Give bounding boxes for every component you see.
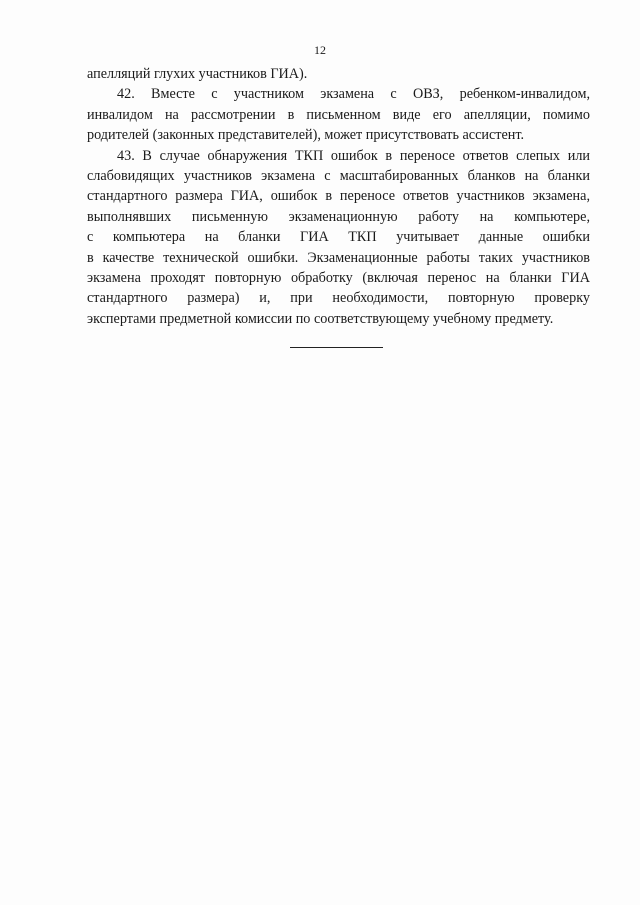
paragraph-43-line: экспертами предметной комиссии по соответствующему учебному предмету. <box>87 310 554 327</box>
paragraph-43-line: стандартного размера ГИА, ошибок в переносе ответов участников экзамена, <box>87 188 590 205</box>
paragraph-43-line: слабовидящих участников экзамена с масштабированных бланков на бланки <box>87 167 590 184</box>
paragraph-42-line: 42. Вместе с участником экзамена с ОВЗ, ребенком-инвалидом, <box>117 86 590 103</box>
paragraph-43-line: с компьютера на бланки ГИА ТКП учитывает данные ошибки <box>87 229 590 246</box>
paragraph-42-line: родителей (законных представителей), может присутствовать ассистент. <box>87 127 525 144</box>
paragraph-42-line: инвалидом на рассмотрении в письменном виде его апелляции, помимо <box>87 106 590 123</box>
paragraph-43-line: 43. В случае обнаружения ТКП ошибок в переносе ответов слепых или <box>117 147 590 164</box>
paragraph-43-line: стандартного размера) и, при необходимости, повторную проверку <box>87 290 590 307</box>
page-number: 12 <box>314 43 326 57</box>
text-line: апелляций глухих участников ГИА). <box>87 66 308 82</box>
paragraph-43-line: выполнявших письменную экзаменационную работу на компьютере, <box>87 208 590 225</box>
paragraph-43-line: экзамена проходят повторную обработку (включая перенос на бланки ГИА <box>87 269 590 286</box>
end-divider <box>290 347 383 348</box>
paragraph-43-line: в качестве технической ошибки. Экзаменационные работы таких участников <box>87 249 590 266</box>
document-body <box>87 64 590 329</box>
